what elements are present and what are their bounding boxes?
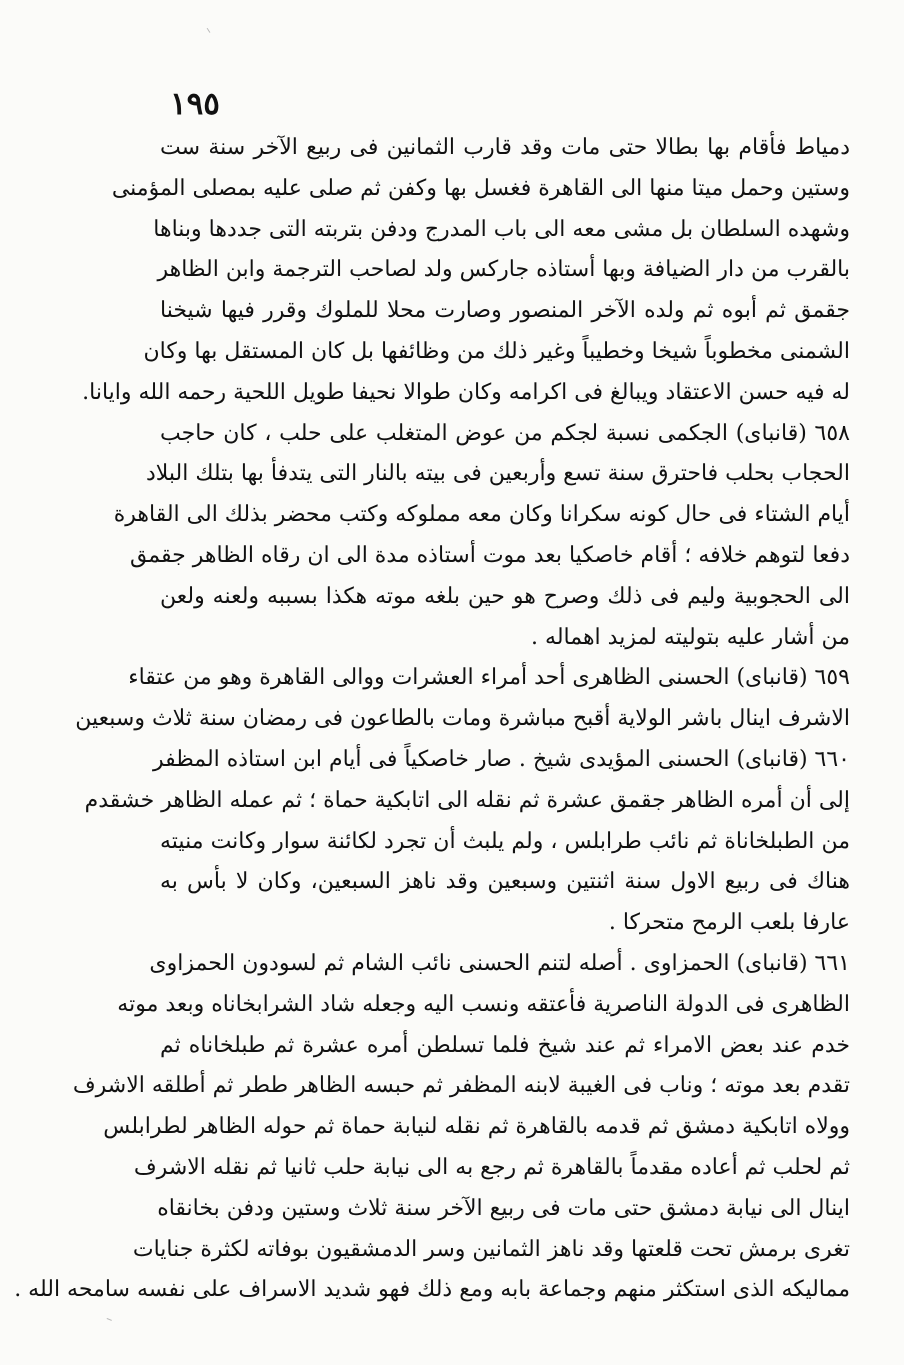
text-line: اينال الى نيابة دمشق حتى مات فى ربيع الآخر سنة ثلاث وستين ودفن بخانقاه [157, 1195, 850, 1221]
scan-mark: ﹶ [97, 1314, 114, 1335]
page-number: ١٩٥ [170, 86, 220, 122]
text-line: وشهده السلطان بل مشى معه الى باب المدرج ودفن بتربته التى جددها وبناها [153, 216, 850, 242]
text-line: مماليكه الذى استكثر منهم وجماعة بابه ومع ذلك فهو شديد الاسراف على نفسه سامحه الله . [14, 1277, 850, 1303]
text-line: دفعا لتوهم خلافه ؛ أقام خاصكيا بعد موت أستاذه مدة الى ان رقاه الظاهر جقمق [129, 542, 850, 568]
text-line: أيام الشتاء فى حال كونه سكرانا وكان معه مملوكه وكتب محضر بذلك الى القاهرة [113, 502, 850, 528]
text-line: من أشار عليه بتوليته لمزيد اهماله . [531, 624, 850, 650]
text-line: الى الحجوبية وليم فى ذلك وصرح هو حين بلغه موته هكذا بسببه ولعنه ولعن [160, 583, 850, 609]
text-line: الحجاب بحلب فاحترق سنة تسع وأربعين فى بيته بالنار التى يتدفأ بها بتلك البلاد [145, 461, 850, 487]
text-line: دمياط فأقام بها بطالا حتى مات وقد قارب الثمانين فى ربيع الآخر سنة ست [160, 135, 850, 160]
text-line: من الطبلخاناة ثم نائب طرابلس ، ولم يلبث أن تجرد لكائنة سوار وكانت منيته [160, 828, 850, 854]
scan-mark: ﹶ [191, 26, 214, 39]
text-line: إلى أن أمره الظاهر جقمق عشرة ثم نقله الى اتابكية حماة ؛ ثم عمله الظاهر خشقدم [84, 787, 850, 813]
text-line: ٦٥٩ (قانباى) الحسنى الظاهرى أحد أمراء العشرات ووالى القاهرة وهو من عتقاء [128, 665, 850, 691]
text-line: خدم عند بعض الامراء ثم عند شيخ فلما تسلطن أمره عشرة ثم طبلخاناه ثم [160, 1032, 850, 1058]
text-line: وولاه اتابكية دمشق ثم قدمه بالقاهرة ثم نقله لنيابة حماة ثم حوله الظاهر لطرابلس [103, 1114, 850, 1140]
text-line: ٦٦٠ (قانباى) الحسنى المؤيدى شيخ . صار خاصكياً فى أيام ابن استاذه المظفر [152, 746, 850, 772]
text-line: ٦٥٨ (قانباى) الجكمى نسبة لجكم من عوض المتغلب على حلب ، كان حاجب [160, 420, 850, 446]
text-line: وستين وحمل ميتا منها الى القاهرة فغسل بها وكفن ثم صلى عليه بمصلى المؤمنى [111, 175, 850, 201]
text-line: ثم لحلب ثم أعاده مقدماً بالقاهرة ثم رجع به الى نيابة حلب ثانيا ثم نقله الاشرف [133, 1154, 850, 1180]
text-line: الشمنى مخطوباً شيخا وخطيباً وغير ذلك من وظائفها بل كان المستقل بها وكان [143, 338, 850, 364]
text-line: تقدم بعد موته ؛ وناب فى الغيبة لابنه المظفر ثم حبسه الظاهر ططر ثم أطلقه الاشرف [72, 1073, 850, 1099]
text-line: تغرى برمش تحت قلعتها وقد ناهز الثمانين وسر الدمشقيون بوفاته لكثرة جنايات [132, 1236, 850, 1262]
text-line: بالقرب من دار الضيافة وبها أستاذه جاركس ولد لصاحب الترجمة وابن الظاهر [157, 257, 850, 283]
text-line: عارفا بلعب الرمح متحركا . [608, 910, 850, 936]
text-line: الاشرف اينال باشر الولاية أقبح مباشرة ومات بالطاعون فى رمضان سنة ثلاث وسبعين [75, 706, 850, 732]
text-line: جقمق ثم أبوه ثم ولده الآخر المنصور وصارت محلا للملوك وقرر فيها شيخنا [160, 298, 850, 324]
text-line: له فيه حسن الاعتقاد ويبالغ فى اكرامه وكان طوالا نحيفا طويل اللحية رحمه الله وايانا. [82, 379, 850, 405]
text-line: ٦٦١ (قانباى) الحمزاوى . أصله لتنم الحسنى نائب الشام ثم لسودون الحمزاوى [149, 950, 850, 976]
text-line: هناك فى ربيع الاول سنة اثنتين وسبعين وقد ناهز السبعين، وكان لا بأس به [160, 869, 850, 895]
body-text [14, 128, 850, 1311]
text-line: الظاهرى فى الدولة الناصرية فأعتقه ونسب اليه وجعله شاد الشرابخاناه وبعد موته [117, 991, 850, 1017]
